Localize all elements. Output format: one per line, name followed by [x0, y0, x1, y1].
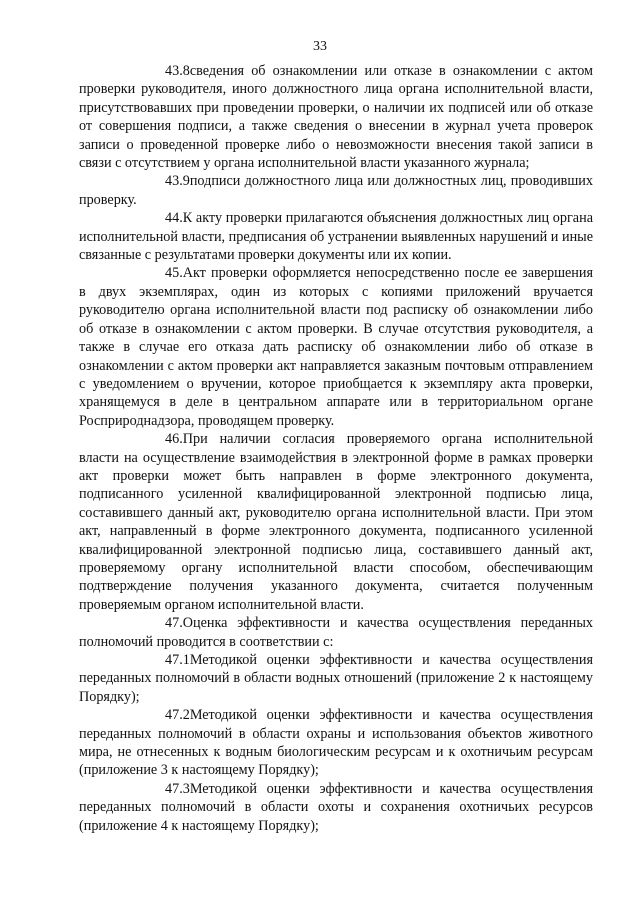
paragraph-number: 46.	[165, 431, 183, 448]
paragraph-text: Методикой оценки эффективности и качества осуществления переданных полномочий в области водных отношений (приложение 2 к настоящему Порядку);	[79, 652, 593, 705]
paragraph-text: сведения об ознакомлении или отказе в ознакомлении с актом проверки руководителя, иного должностного лица органа исполнительной власти, присутствовавших при проведении проверки, о наличии их подписей или об отказе от совершения подписи, а также сведения о внесении в журнал учета проверок записи о проведенной проверке либо о невозможности внесения такой записи в связи с отсутствием у органа исполнительной власти указанного журнала;	[79, 63, 593, 172]
paragraph-number: 44.	[165, 210, 183, 227]
paragraph-number: 43.8	[165, 63, 190, 79]
paragraph-text: Оценка эффективности и качества осуществления переданных полномочий проводится в соответствии с:	[79, 615, 593, 650]
page-number: 33	[313, 39, 327, 54]
paragraph-47	[79, 614, 593, 651]
paragraph-number: 47.3	[165, 780, 190, 797]
paragraph-46	[79, 430, 593, 614]
paragraph-number: 47.2	[165, 707, 190, 724]
paragraph-number: 47.	[165, 615, 183, 632]
paragraph-43-9	[79, 172, 593, 209]
paragraph-43-8	[79, 62, 593, 172]
paragraph-47-3	[79, 780, 593, 835]
paragraph-text: подписи должностного лица или должностных лиц, проводивших проверку.	[79, 173, 593, 208]
paragraph-number: 43.9	[165, 173, 190, 190]
paragraph-45	[79, 264, 593, 430]
paragraph-number: 45.	[165, 265, 183, 282]
paragraph-text: Методикой оценки эффективности и качества осуществления переданных полномочий в области охраны и использования объектов животного мира, не отнесенных к водным биологическим ресурсам и к охотничьим ресурсам (приложение 3 к настоящему Порядку);	[79, 707, 593, 779]
paragraph-text: Акт проверки оформляется непосредственно после ее завершения в двух экземплярах, один из которых с копиями приложений вручается руководителю органа исполнительной власти под расписку об ознакомлении либо об отказе в ознакомлении с актом проверки. В случае отсутствия руководителя, а также в случае его отказа дать расписку об ознакомлении либо об отказе в ознакомлении с актом проверки акт направляется заказным почтовым отправлением с уведомлением о вручении, которое приобщается к экземпляру акта проверки, хранящемуся в деле в центральном аппарате или в территориальном органе Росприроднадзора, проводящем проверку.	[79, 265, 593, 429]
paragraph-47-2	[79, 706, 593, 780]
paragraph-number: 47.1	[165, 652, 190, 668]
paragraph-text: К акту проверки прилагаются объяснения должностных лиц органа исполнительной власти, предписания об устранении выявленных нарушений и иные связанные с результатами проверки документы или их копии.	[79, 210, 593, 264]
paragraph-47-1	[79, 651, 593, 706]
paragraph-text: При наличии согласия проверяемого органа исполнительной власти на осуществление взаимодействия в электронной форме в рамках проверки акт проверки может быть направлен в форме электронного документа, подписанного усиленной квалифицированной электронной подписью лица, составившего данный акт, руководителю органа исполнительной власти. При этом акт, направленный в форме электронного документа, подписанного усиленной квалифицированной электронной подписью лица, составившего данный акт, проверяемому органу исполнительной власти способом, обеспечивающим подтверждение получения указанного документа, считается полученным проверяемым органом исполнительной власти.	[79, 431, 593, 613]
document-body	[79, 62, 593, 835]
paragraph-44	[79, 209, 593, 264]
paragraph-text: Методикой оценки эффективности и качества осуществления переданных полномочий в области охоты и сохранения охотничьих ресурсов (приложение 4 к настоящему Порядку);	[79, 780, 593, 834]
